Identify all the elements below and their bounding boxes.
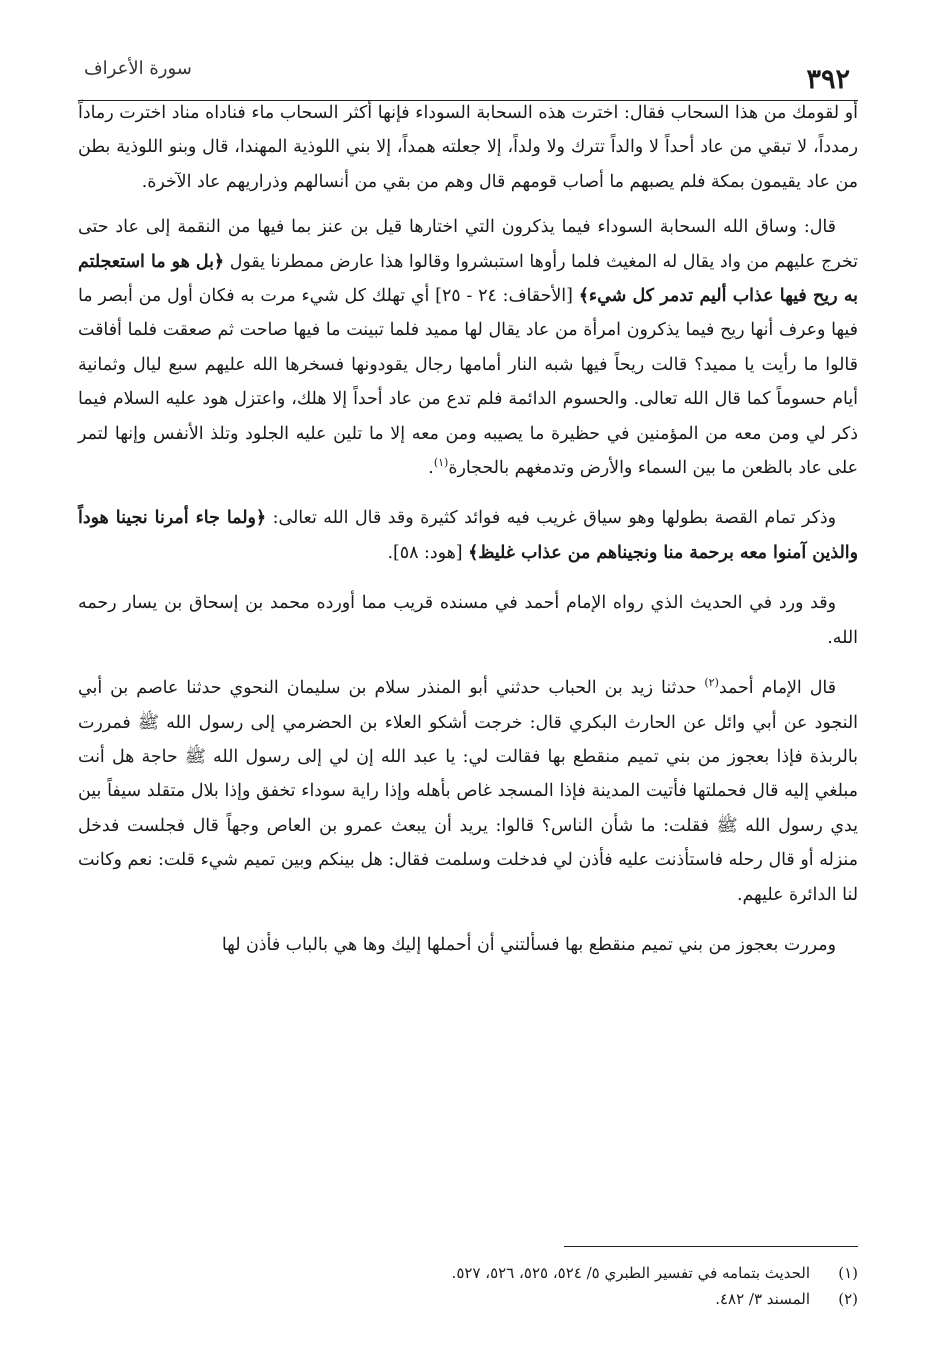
paragraph-6: ومررت بعجوز من بني تميم منقطع بها فسألتني أن أحملها إليك وها هي بالباب فأذن لها (221, 934, 836, 955)
paragraph-5-lead: قال الإمام أحمد (718, 678, 837, 699)
quran-reference: [هود: ٥٨] (393, 542, 463, 563)
paragraph-2-text-b: أي تهلك كل شيء مرت به فكان أول من أبصر ما فيها وعرف أنها ريح فيما يذكرون امرأة من عاد يقال لها مميد فلما تبينت ما فيها صاحت ثم صعقت فلما أفاقت قالوا ما رأيت يا مميد؟ قالت ريحاً فيها شبه النار أمامها رجال يقودونها فسخرها الله عليهم سبع ليال وثمانية أيام حسوماً كما قال الله تعالى. والحسوم الدائمة فلم تدع من عاد أحداً إلا هلك، واعتزل هود عليه السلام فيما ذكر لي ومن معه من المؤمنين في حظيرة ما يصيبه ومن معه إلا ما تلين عليه الجلود وتلذ الأنفس وإنها لتمر على عاد بالظعن ما بين السماء والأرض وتدمغهم بالحجارة (78, 286, 858, 479)
paragraph-3-text: وذكر تمام القصة بطولها وهو سياق غريب فيه فوائد كثيرة وقد قال الله تعالى: (272, 508, 836, 529)
footnote-text: المسند ٣/ ٤٨٢. (715, 1290, 810, 1308)
paragraph-5 (78, 671, 858, 912)
paragraph-3-end: . (387, 542, 393, 563)
footnotes (78, 1260, 858, 1312)
quran-reference: [الأحقاف: ٢٤ - ٢٥] (435, 286, 573, 307)
quran-quote: ﴿بل هو ما استعجلتم به ريح فيها عذاب أليم تدمر كل شيء﴾ (78, 251, 858, 307)
footnote-marker-1: (١) (433, 456, 449, 470)
page-number: ٣٩٢ (806, 64, 850, 95)
paragraph-2 (78, 210, 858, 485)
quran-quote: ﴿ولما جاء أمرنا نجينا هوداً والذين آمنوا معه برحمة منا ونجيناهم من عذاب غليظ﴾ (78, 508, 858, 563)
paragraph-2-end: . (428, 458, 434, 479)
footnote-text: الحديث بتمامه في تفسير الطبري ٥/ ٥٢٤، ٥٢٥، ٥٢٦، ٥٢٧. (451, 1264, 810, 1282)
footnote-number: (١) (838, 1264, 858, 1282)
footnote-marker-2: (٢) (704, 676, 719, 690)
paragraph-1: أو لقومك من هذا السحاب فقال: اخترت هذه السحابة السوداء فإنها أكثر السحاب ماء فناداه مناد اخترت رماداً رمدداً، لا تبقي من عاد أحداً لا والداً تترك ولا ولداً، إلا جعلته همداً، إلا بني اللوذية المهندا، قال وبنو اللوذية بطن من عاد يقيمون بمكة فلم يصبهم ما أصاب قومهم قال وهم من بقي من أنسالهم وذراريهم عاد الآخرة. (78, 103, 858, 192)
footnote-2 (78, 1286, 858, 1312)
paragraph-3 (78, 501, 858, 570)
footnote-1 (78, 1260, 858, 1286)
surah-title: سورة الأعراف (84, 58, 192, 79)
paragraph-5-text: حدثنا زيد بن الحباب حدثني أبو المنذر سلام بن سليمان النحوي حدثنا عاصم بن أبي النجود عن أبي وائل عن الحارث البكري قال: خرجت أشكو العلاء بن الحضرمي إلى رسول الله ﷺ فمررت بالربذة فإذا بعجوز من بني تميم منقطع بها فقالت لي: يا عبد الله إن لي إلى رسول الله ﷺ حاجة هل أنت مبلغي إليه قال فحملتها فأتيت المدينة فإذا المسجد غاص بأهله وإذا راية سوداء تخفق وإذا بلال متقلد سيفاً بين يدي رسول الله ﷺ فقلت: ما شأن الناس؟ قالوا: يريد أن يبعث عمرو بن العاص وجهاً قال فجلست فدخل منزله أو قال رحله فاستأذنت عليه فأذن لي فدخلت وسلمت فقال: هل بينكم وبين تميم شيء قلت: نعم وكانت لنا الدائرة عليهم. (78, 678, 858, 905)
main-text (78, 96, 858, 962)
footnote-number: (٢) (838, 1290, 858, 1308)
paragraph-4: وقد ورد في الحديث الذي رواه الإمام أحمد في مسنده قريب مما أورده محمد بن إسحاق بن يسار رحمه الله. (78, 593, 858, 648)
running-header (78, 54, 858, 101)
paragraph-2-text-a: قال: وساق الله السحابة السوداء فيما يذكرون التي اختارها قيل بن عنز بما فيها من النقمة إلى عاد حتى تخرج عليهم من واد يقال له المغيث فلما رأوها استبشروا وقالوا هذا عارض ممطرنا يقول (78, 217, 858, 272)
footnote-divider (564, 1246, 858, 1247)
